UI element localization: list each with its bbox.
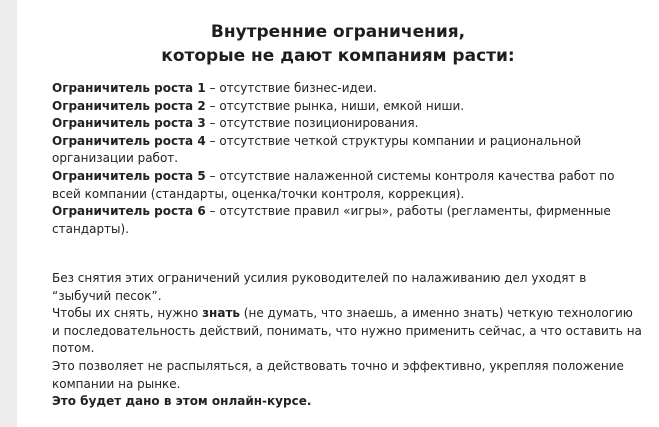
growth-limit-item [52, 168, 637, 203]
course-cta-text: Это будет дано в этом онлайн-курсе. [52, 394, 312, 409]
paragraph-know-start: Чтобы их снять, нужно [52, 306, 203, 321]
growth-limit-item [52, 133, 637, 168]
growth-limit-label: Ограничитель роста 6 [52, 204, 206, 219]
paragraph-quicksand: Без снятия этих ограничений усилия руководителей по налаживанию дел уходят в “зыбучий песок”. [52, 271, 587, 303]
course-description [52, 270, 642, 411]
paragraph-know-bold: знать [202, 306, 240, 321]
title-line-2: которые не дают компаниям расти: [161, 46, 515, 66]
growth-limit-text: – отсутствие позиционирования. [205, 116, 419, 131]
paragraph-focus: Это позволяет не распыляться, а действовать точно и эффективно, укрепляя положение компании на рынке. [52, 358, 624, 391]
growth-limit-label: Ограничитель роста 5 [52, 168, 206, 183]
growth-limit-label: Ограничитель роста 4 [52, 133, 206, 148]
paragraph-course-cta [52, 393, 642, 411]
page-title [17, 20, 659, 68]
growth-limit-label: Ограничитель роста 3 [52, 116, 206, 131]
growth-limit-label: Ограничитель роста 1 [52, 81, 206, 95]
growth-limit-label: Ограничитель роста 2 [52, 98, 206, 113]
growth-limit-item [52, 203, 637, 238]
growth-limit-item [52, 98, 637, 116]
growth-limit-text: – отсутствие четкой структуры компании и рациональной организации работ. [52, 133, 582, 166]
growth-limit-item [52, 115, 637, 133]
growth-limits-list [52, 80, 637, 238]
growth-limit-text: – отсутствие бизнес-идеи. [205, 81, 377, 95]
title-line-1: Внутренние ограничения, [210, 22, 466, 42]
growth-limit-text: – отсутствие правил «игры», работы (регламенты, фирменные стандарты). [52, 204, 611, 236]
growth-limit-text: – отсутствие налаженной системы контроля качества работ по всей компании (стандарты, оценка/точки контроля, коррекция). [52, 168, 615, 201]
growth-limit-item [52, 80, 637, 98]
paragraph-know-end: (не думать, что знаешь, а именно знать) четкую технологию и последовательность действий, понимать, что нужно применить сейчас, а что оставить на потом. [52, 306, 642, 356]
paragraph-know [52, 305, 642, 358]
content-page [17, 0, 659, 427]
growth-limit-text: – отсутствие рынка, ниши, емкой ниши. [205, 98, 465, 113]
